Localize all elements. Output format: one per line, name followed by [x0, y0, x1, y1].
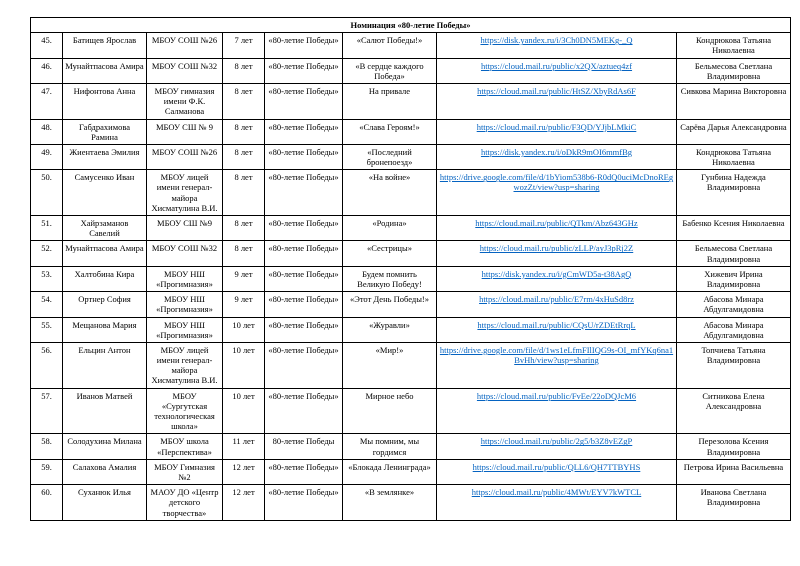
cell-age: 8 лет	[223, 119, 265, 144]
table-body	[31, 33, 791, 521]
cell-name: Халтобина Кира	[63, 266, 147, 291]
cell-nomination: «80-летие Победы»	[265, 170, 343, 216]
cell-work-title: «В сердце каждого Победа»	[343, 58, 437, 83]
table-title: Номинация «80-летие Победы»	[31, 18, 791, 33]
cell-age: 9 лет	[223, 292, 265, 317]
cell-school: МБОУ НШ «Прогимназия»	[147, 317, 223, 342]
cell-work-title: Мирное небо	[343, 388, 437, 434]
cell-school: МБОУ СОШ №26	[147, 144, 223, 169]
cell-school: МБОУ СОШ №26	[147, 33, 223, 58]
cell-num: 53.	[31, 266, 63, 291]
table-title-row	[31, 18, 791, 33]
cell-name: Нифонтова Анна	[63, 83, 147, 119]
cell-nomination: «80-летие Победы»	[265, 119, 343, 144]
cell-link	[437, 33, 677, 58]
work-link[interactable]: https://drive.google.com/file/d/1bYiom538b6-R0dQ0uciMcDnoREgwozZt/view?usp=sharing	[439, 172, 674, 193]
nominations-table	[30, 17, 791, 521]
table-row	[31, 266, 791, 291]
cell-num: 54.	[31, 292, 63, 317]
cell-num: 59.	[31, 459, 63, 484]
work-link[interactable]: https://cloud.mail.ru/public/QTkm/Abz643GHz	[475, 218, 638, 228]
cell-link	[437, 216, 677, 241]
cell-link	[437, 119, 677, 144]
cell-curator: Ситникова Елена Александровна	[677, 388, 791, 434]
cell-link	[437, 317, 677, 342]
cell-curator: Бельмесова Светлана Владимировна	[677, 58, 791, 83]
table-row	[31, 342, 791, 388]
cell-nomination: «80-летие Победы»	[265, 216, 343, 241]
work-link[interactable]: https://cloud.mail.ru/public/x2QX/aztueq4zf	[480, 60, 633, 71]
cell-work-title: «Этот День Победы!»	[343, 292, 437, 317]
cell-school: МБОУ СШ №9	[147, 216, 223, 241]
cell-age: 8 лет	[223, 144, 265, 169]
cell-nomination: «80-летие Победы»	[265, 342, 343, 388]
cell-curator: Сивкова Марина Викторовна	[677, 83, 791, 119]
cell-nomination: «80-летие Победы»	[265, 388, 343, 434]
cell-num: 57.	[31, 388, 63, 434]
work-link[interactable]: https://cloud.mail.ru/public/E7rm/4xHuSd8rz	[479, 294, 634, 305]
cell-name: Мещанова Мария	[63, 317, 147, 342]
cell-name: Батищев Ярослав	[63, 33, 147, 58]
work-link[interactable]: https://disk.yandex.ru/i/3Ch0DN5MEKg-_Q	[480, 35, 633, 46]
work-link[interactable]: https://cloud.mail.ru/public/CQsU/rZDEtRrqL	[477, 319, 636, 330]
cell-school: МБОУ СОШ №32	[147, 58, 223, 83]
cell-work-title: «Салют Победы!»	[343, 33, 437, 58]
cell-age: 11 лет	[223, 434, 265, 459]
cell-num: 60.	[31, 485, 63, 521]
cell-name: Жиентаева Эмилия	[63, 144, 147, 169]
cell-num: 49.	[31, 144, 63, 169]
work-link[interactable]: https://cloud.mail.ru/public/4MWt/EYV7kWTCL	[471, 487, 642, 498]
table-row	[31, 459, 791, 484]
cell-num: 51.	[31, 216, 63, 241]
cell-age: 10 лет	[223, 342, 265, 388]
cell-nomination: «80-летие Победы»	[265, 58, 343, 83]
cell-curator: Хижевич Ирина Владимировна	[677, 266, 791, 291]
cell-curator: Кондрюкова Татьяна Николаевна	[677, 33, 791, 58]
cell-work-title: На привале	[343, 83, 437, 119]
work-link[interactable]: https://cloud.mail.ru/public/2g5/b3Z8vEZgP	[480, 436, 633, 447]
cell-name: Хайрзаманов Савелий	[63, 216, 147, 241]
cell-name: Габдрахимова Рамина	[63, 119, 147, 144]
cell-curator: Бабенко Ксения Николаевна	[677, 216, 791, 241]
cell-school: МБОУ «Сургутская технологическая школа»	[147, 388, 223, 434]
cell-school: МБОУ НШ «Прогимназия»	[147, 292, 223, 317]
cell-name: Иванов Матвей	[63, 388, 147, 434]
cell-curator: Топчиева Татьяна Владимировна	[677, 342, 791, 388]
cell-nomination: «80-летие Победы»	[265, 266, 343, 291]
cell-curator: Петрова Ирина Васильевна	[677, 459, 791, 484]
cell-link	[437, 388, 677, 434]
cell-num: 58.	[31, 434, 63, 459]
cell-age: 8 лет	[223, 216, 265, 241]
table-row	[31, 388, 791, 434]
cell-work-title: «Мир!»	[343, 342, 437, 388]
cell-work-title: «Последний бронепоезд»	[343, 144, 437, 169]
cell-link	[437, 241, 677, 266]
cell-num: 50.	[31, 170, 63, 216]
cell-num: 48.	[31, 119, 63, 144]
cell-link	[437, 342, 677, 388]
cell-age: 10 лет	[223, 388, 265, 434]
cell-name: Суханюк Илья	[63, 485, 147, 521]
cell-curator: Кондрюкова Татьяна Николаевна	[677, 144, 791, 169]
cell-link	[437, 144, 677, 169]
cell-num: 46.	[31, 58, 63, 83]
cell-school: МБОУ гимназия имени Ф.К. Салманова	[147, 83, 223, 119]
work-link[interactable]: https://disk.yandex.ru/i/oDkR9mOI6mmfBg	[480, 146, 633, 157]
cell-curator: Сарёва Дарья Александровна	[677, 119, 791, 144]
cell-nomination: «80-летие Победы»	[265, 33, 343, 58]
cell-age: 12 лет	[223, 459, 265, 484]
cell-name: Ельцин Антон	[63, 342, 147, 388]
cell-school: МБОУ СОШ №32	[147, 241, 223, 266]
cell-school: МБОУ школа «Перспектива»	[147, 434, 223, 459]
cell-nomination: «80-летие Победы»	[265, 144, 343, 169]
cell-link	[437, 459, 677, 484]
cell-curator: Гунбина Надежда Владимировна	[677, 170, 791, 216]
table-row	[31, 485, 791, 521]
cell-name: Салахова Амалия	[63, 459, 147, 484]
cell-work-title: «Слава Героям!»	[343, 119, 437, 144]
cell-work-title: Мы помним, мы гордимся	[343, 434, 437, 459]
table-row	[31, 119, 791, 144]
cell-nomination: «80-летие Победы»	[265, 241, 343, 266]
cell-name: Самусенко Иван	[63, 170, 147, 216]
cell-nomination: «80-летие Победы»	[265, 292, 343, 317]
table-row	[31, 170, 791, 216]
cell-num: 56.	[31, 342, 63, 388]
table-row	[31, 58, 791, 83]
cell-name: Мунайтпасова Амира	[63, 58, 147, 83]
cell-school: МБОУ лицей имени генерал-майора Хисматулина В.И.	[147, 170, 223, 216]
cell-age: 9 лет	[223, 266, 265, 291]
cell-nomination: 80-летие Победы	[265, 434, 343, 459]
cell-work-title: Будем помнить Великую Победу!	[343, 266, 437, 291]
cell-name: Мунайтпасова Амира	[63, 241, 147, 266]
table-row	[31, 144, 791, 169]
cell-link	[437, 292, 677, 317]
cell-age: 8 лет	[223, 170, 265, 216]
cell-link	[437, 434, 677, 459]
cell-curator: Абасова Минара Абдулгамидовна	[677, 317, 791, 342]
work-link[interactable]: https://cloud.mail.ru/public/zLLP/ayJ3pRj2Z	[479, 243, 634, 254]
cell-age: 7 лет	[223, 33, 265, 58]
table-row	[31, 241, 791, 266]
cell-school: МАОУ ДО «Центр детского творчества»	[147, 485, 223, 521]
table-row	[31, 292, 791, 317]
table-row	[31, 216, 791, 241]
table-row	[31, 434, 791, 459]
cell-age: 8 лет	[223, 241, 265, 266]
cell-school: МБОУ НШ «Прогимназия»	[147, 266, 223, 291]
cell-num: 52.	[31, 241, 63, 266]
cell-nomination: «80-летие Победы»	[265, 317, 343, 342]
cell-link	[437, 170, 677, 216]
cell-school: МБОУ Гимназия №2	[147, 459, 223, 484]
cell-nomination: «80-летие Победы»	[265, 485, 343, 521]
cell-num: 47.	[31, 83, 63, 119]
work-link[interactable]: https://cloud.mail.ru/public/QLL6/QH7TTBYHS	[472, 461, 641, 472]
table-row	[31, 83, 791, 119]
cell-curator: Абасова Минара Абдулгамидовна	[677, 292, 791, 317]
cell-work-title: «Сестрицы»	[343, 241, 437, 266]
cell-school: МБОУ СШ № 9	[147, 119, 223, 144]
cell-name: Солодухина Милана	[63, 434, 147, 459]
cell-work-title: «На войне»	[343, 170, 437, 216]
cell-curator: Бельмесова Светлана Владимировна	[677, 241, 791, 266]
cell-work-title: «Журавли»	[343, 317, 437, 342]
cell-nomination: «80-летие Победы»	[265, 459, 343, 484]
cell-num: 45.	[31, 33, 63, 58]
cell-curator: Иванова Светлана Владимировна	[677, 485, 791, 521]
cell-work-title: «В землянке»	[343, 485, 437, 521]
cell-link	[437, 83, 677, 119]
table-row	[31, 33, 791, 58]
cell-age: 10 лет	[223, 317, 265, 342]
cell-age: 8 лет	[223, 58, 265, 83]
cell-link	[437, 485, 677, 521]
cell-school: МБОУ лицей имени генерал-майора Хисматулина В.И.	[147, 342, 223, 388]
work-link[interactable]: https://cloud.mail.ru/public/HtSZ/XbyRdAs6F	[477, 85, 636, 96]
work-link[interactable]: https://cloud.mail.ru/public/FvEe/22oDQJcM6	[476, 390, 637, 401]
cell-work-title: «Родина»	[343, 216, 437, 241]
work-link[interactable]: https://disk.yandex.ru/i/gCmWD5a-t38AgQ	[481, 268, 632, 279]
cell-name: Ортнер София	[63, 292, 147, 317]
cell-link	[437, 58, 677, 83]
work-link[interactable]: https://drive.google.com/file/d/1ws1eLfmFIlIQG9s-OI_mfYKq6na1BvHh/view?usp=sharing	[439, 344, 674, 366]
table-row	[31, 317, 791, 342]
cell-age: 8 лет	[223, 83, 265, 119]
cell-curator: Перезолова Ксения Владимировна	[677, 434, 791, 459]
cell-age: 12 лет	[223, 485, 265, 521]
cell-num: 55.	[31, 317, 63, 342]
work-link[interactable]: https://cloud.mail.ru/public/F3QD/YJjbLMkiC	[476, 121, 637, 132]
cell-work-title: «Блокада Ленинграда»	[343, 459, 437, 484]
cell-link	[437, 266, 677, 291]
cell-nomination: «80-летие Победы»	[265, 83, 343, 119]
